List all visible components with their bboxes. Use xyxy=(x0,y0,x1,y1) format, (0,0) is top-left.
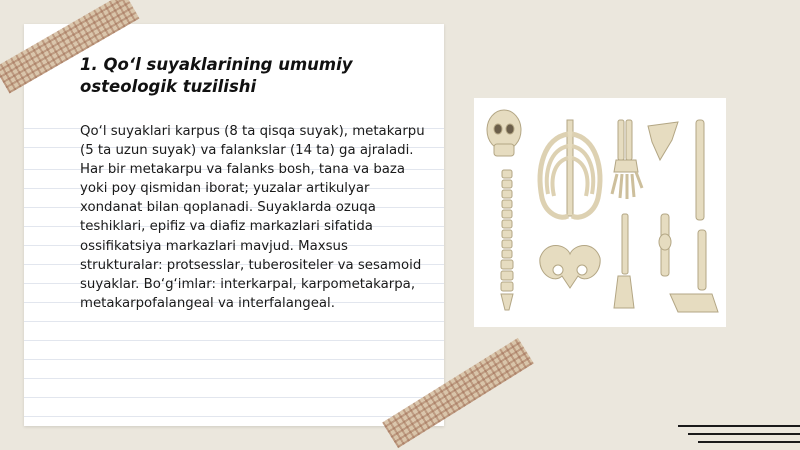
tibia-shape xyxy=(698,230,706,290)
decorative-line xyxy=(688,433,800,435)
spine-shape xyxy=(501,170,513,310)
skeleton-image xyxy=(474,98,726,327)
foot-bones-shape xyxy=(614,276,634,308)
rib-cage-shape xyxy=(540,120,600,217)
slide-body-text: Qo‘l suyaklari karpus (8 ta qisqa suyak), metakarpu (5 ta uzun suyak) va falankslar (14 ta) ga ajraladi. Har bir metakarpu va falanks bosh, tana va baza yoki poy qismidan iborat; yuzalar artikulyar xondanat bilan qoplanadi. Suyaklarda ozuqa teshiklari, epifiz va diafiz markazlari sifatida ossifikatsiya markazlari mavjud. Maxsus strukturalar: protsesslar, tuberositeler va sesamoid suyaklar. Bo‘g‘imlar: interkarpal, karpometakarpa, metakarpofalangeal va interfalangeal. xyxy=(80,124,425,311)
slide-title: 1. Qo‘l suyaklarining umumiy osteologik tuzilishi xyxy=(80,55,353,96)
skeleton-bones-icon xyxy=(474,98,726,327)
hand-bones-shape xyxy=(612,120,642,199)
decorative-line xyxy=(678,425,800,427)
pelvis-shape xyxy=(540,246,600,289)
humerus-shape xyxy=(696,120,704,220)
heel-foot-shape xyxy=(670,294,718,312)
forearm-shape xyxy=(622,214,628,274)
decorative-line xyxy=(698,441,800,443)
scapula-shape xyxy=(648,122,678,160)
